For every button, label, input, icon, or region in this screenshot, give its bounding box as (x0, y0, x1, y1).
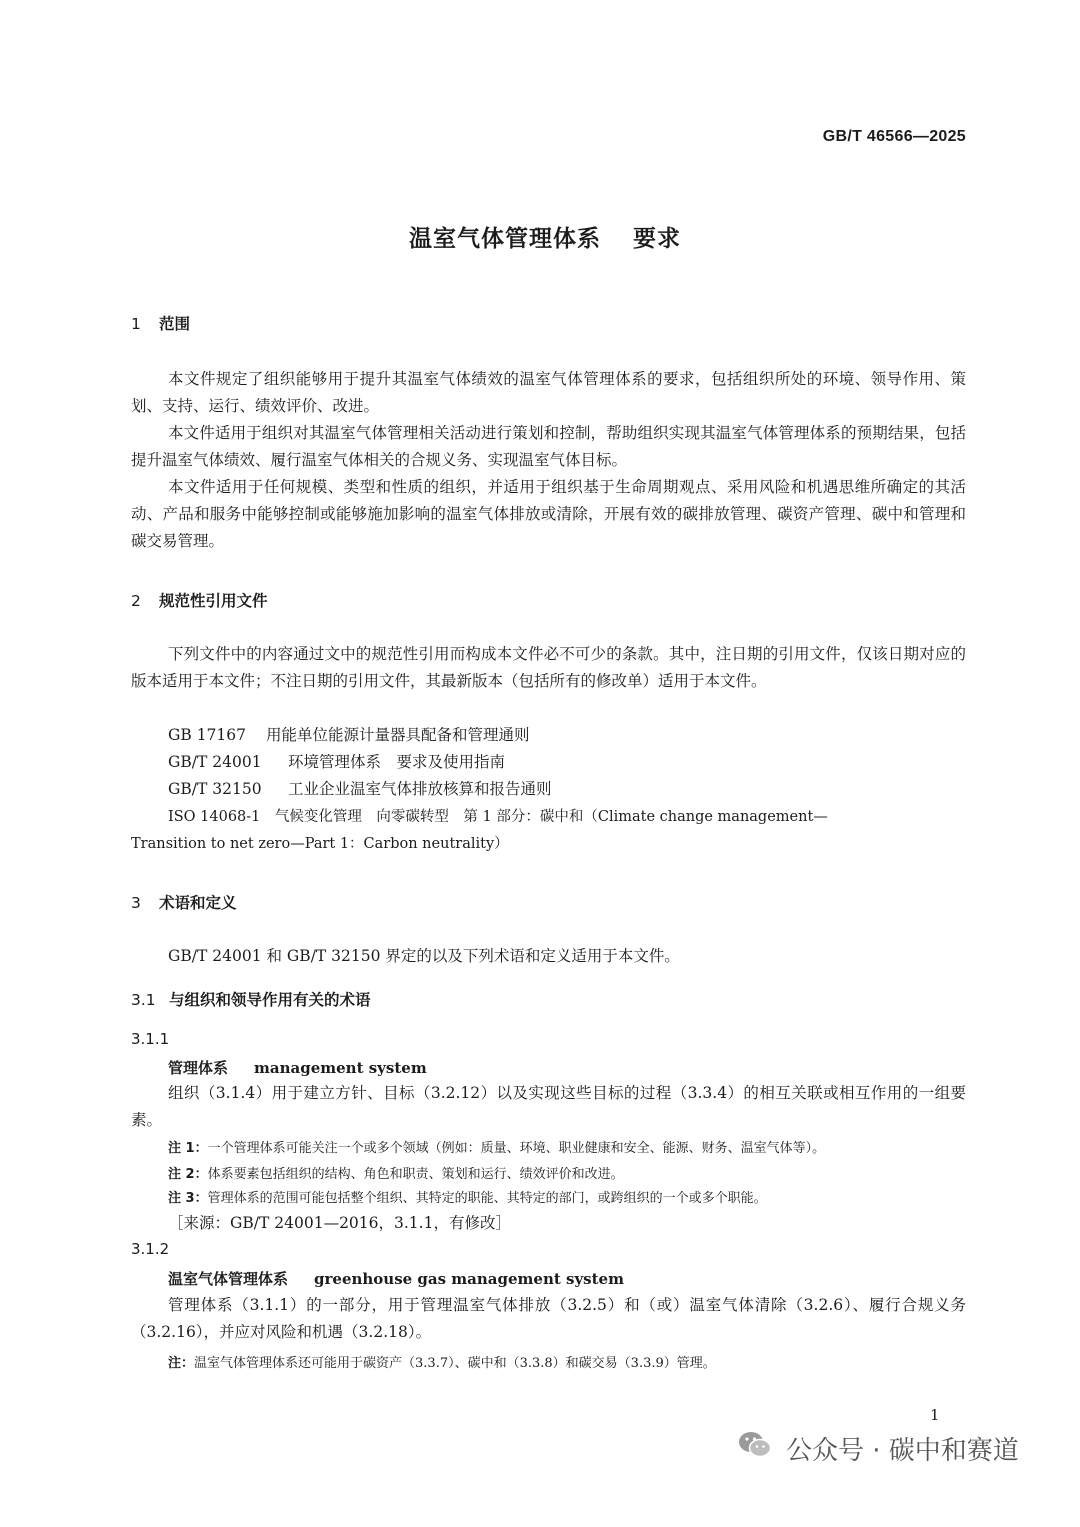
reference-item: GB/T 32150 工业企业温室气体排放核算和报告通则 (168, 780, 552, 798)
term-definition: 组织（3.1.4）用于建立方针、目标（3.2.12）以及实现这些目标的过程（3.3.4）的相互关联或相互作用的一组要素。 (131, 1084, 966, 1129)
term-source: ［来源：GB/T 24001—2016，3.1.1，有修改］ (168, 1214, 511, 1232)
reference-item: GB/T 24001 环境管理体系 要求及使用指南 (168, 753, 506, 771)
reference-item: GB 17167 用能单位能源计量器具配备和管理通则 (168, 726, 530, 744)
section-3-heading: 3 术语和定义 (131, 894, 237, 912)
section-2-heading: 2 规范性引用文件 (131, 592, 268, 610)
term-note: 注：温室气体管理体系还可能用于碳资产（3.3.7）、碳中和（3.3.8）和碳交易（3.3.9）管理。 (168, 1356, 716, 1371)
term-note: 注 2：体系要素包括组织的结构、角色和职责、策划和运行、绩效评价和改进。 (168, 1167, 624, 1182)
term-note: 注 1：一个管理体系可能关注一个或多个领域（例如：质量、环境、职业健康和安全、能源、财务、温室气体等）。 (168, 1141, 826, 1156)
term-number: 3.1.1 (131, 1030, 170, 1048)
wechat-icon (738, 1430, 786, 1467)
section-3-paragraph-1: GB/T 24001 和 GB/T 32150 界定的以及下列术语和定义适用于本文件。 (168, 947, 680, 965)
section-1-paragraph-3: 本文件适用于任何规模、类型和性质的组织，并适用于组织基于生命周期观点、采用风险和机遇思维所确定的其活动、产品和服务中能够控制或能够施加影响的温室气体排放或清除，开展有效的碳排放管理、碳资产管理、碳中和管理和碳交易管理。 (131, 478, 966, 550)
reference-item-iso-continued: Transition to net zero—Part 1：Carbon neutrality） (131, 836, 509, 852)
watermark-text: 公众号 · 碳中和赛道 (786, 1435, 1019, 1466)
subsection-3-1-heading: 3.1 与组织和领导作用有关的术语 (131, 991, 371, 1009)
term-heading: 管理体系 management system (168, 1059, 427, 1077)
document-title (0, 220, 1080, 253)
term-definition: 管理体系（3.1.1）的一部分，用于管理温室气体排放（3.2.5）和（或）温室气体清除（3.2.6）、履行合规义务（3.2.16），并应对风险和机遇（3.2.18）。 (131, 1296, 966, 1341)
term-number: 3.1.2 (131, 1240, 170, 1258)
section-1-heading: 1 范围 (131, 315, 191, 333)
document-code: GB/T 46566—2025 (822, 128, 966, 145)
section-2-paragraph-1: 下列文件中的内容通过文中的规范性引用而构成本文件必不可少的条款。其中，注日期的引用文件，仅该日期对应的版本适用于本文件；不注日期的引用文件，其最新版本（包括所有的修改单）适用于本文件。 (131, 645, 966, 690)
page-number: 1 (930, 1406, 940, 1424)
section-1-paragraph-1: 本文件规定了组织能够用于提升其温室气体绩效的温室气体管理体系的要求，包括组织所处的环境、领导作用、策划、支持、运行、绩效评价、改进。 (131, 370, 966, 415)
reference-item-iso: ISO 14068-1 气候变化管理 向零碳转型 第 1 部分：碳中和（Climate change management— (168, 809, 828, 825)
term-heading: 温室气体管理体系 greenhouse gas management system (168, 1270, 624, 1288)
title-main: 温室气体管理体系 (409, 226, 601, 252)
section-1-paragraph-2: 本文件适用于组织对其温室气体管理相关活动进行策划和控制，帮助组织实现其温室气体管理体系的预期结果，包括提升温室气体绩效、履行温室气体相关的合规义务、实现温室气体目标。 (131, 424, 966, 469)
watermark (738, 1428, 1019, 1468)
term-note: 注 3：管理体系的范围可能包括整个组织、其特定的职能、其特定的部门，或跨组织的一个或多个职能。 (168, 1191, 767, 1206)
title-suffix: 要求 (633, 226, 681, 252)
